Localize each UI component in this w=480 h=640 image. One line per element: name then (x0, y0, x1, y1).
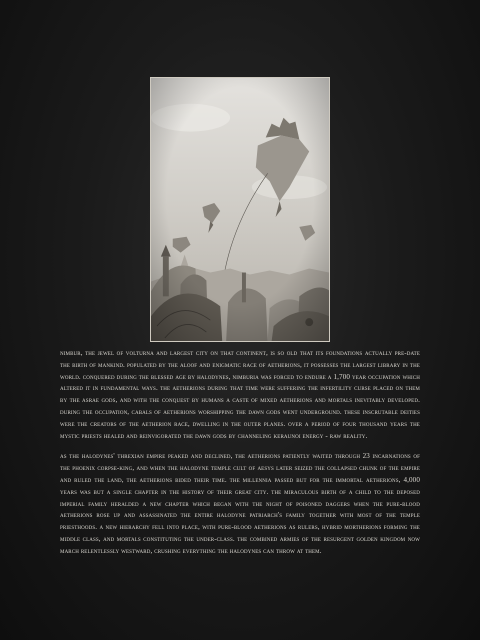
paragraph-aetherion-uprising: as the halodynes' threxian empire peaked and declined, the aetherions patiently waited through 23 incarnations of the phoenix corpse-king, and when the halodyne temple cult of aesys later seized the collapsed chunk of the empire and ruled the land, the aetherions bided their time. the millennia passed but for the immortal aetherions, 4,000 years was but a single chapter in the history of their great city. the miraculous birth of a child to the deposed imperial family heralded a new chapter which began with the night of poisoned daggers when the pure-blood aetherions rose up and assassinated the entire halodyne patriarch's family together with most of the temple priesthoods. a new hierarchy fell into place, with pure-blood aetherions as rulers, hybrid mortherions forming the middle class, and mortals constituting the under-class. the combined armies of the resurgent golden kingdom now march relentlessly westward, crushing everything the halodynes can throw at them. (60, 452, 420, 555)
floating-city-artwork (151, 78, 329, 341)
city-illustration (150, 77, 330, 342)
body-text (60, 348, 420, 567)
paragraph-nimbur-history: nimbur, the jewel of volturna and largest city on that continent, is so old that its foundations actually pre-date the birth of mankind. populated by the aloof and enigmatic race of aetherions, it possesses the largest library in the world. conquered during the blessed age by halodynes, nimburia was forced to endure a 1,700 year occupation which altered it in fundamental ways. the aetherions during that time were suffering the infertility curse placed on them by the asrae gods, and with the conquest by humans a caste of mixed aetherions and mortals inevitably developed. during the occupation, cabals of aetherions worshipping the dawn gods went underground. these inscrutable deities were the creators of the aetherion race, dwelling in the outer planes. over a period of four thousand years the mystic priests healed and reinvigorated the dawn gods by channeling keraunoi energy - raw reality. (60, 349, 420, 440)
